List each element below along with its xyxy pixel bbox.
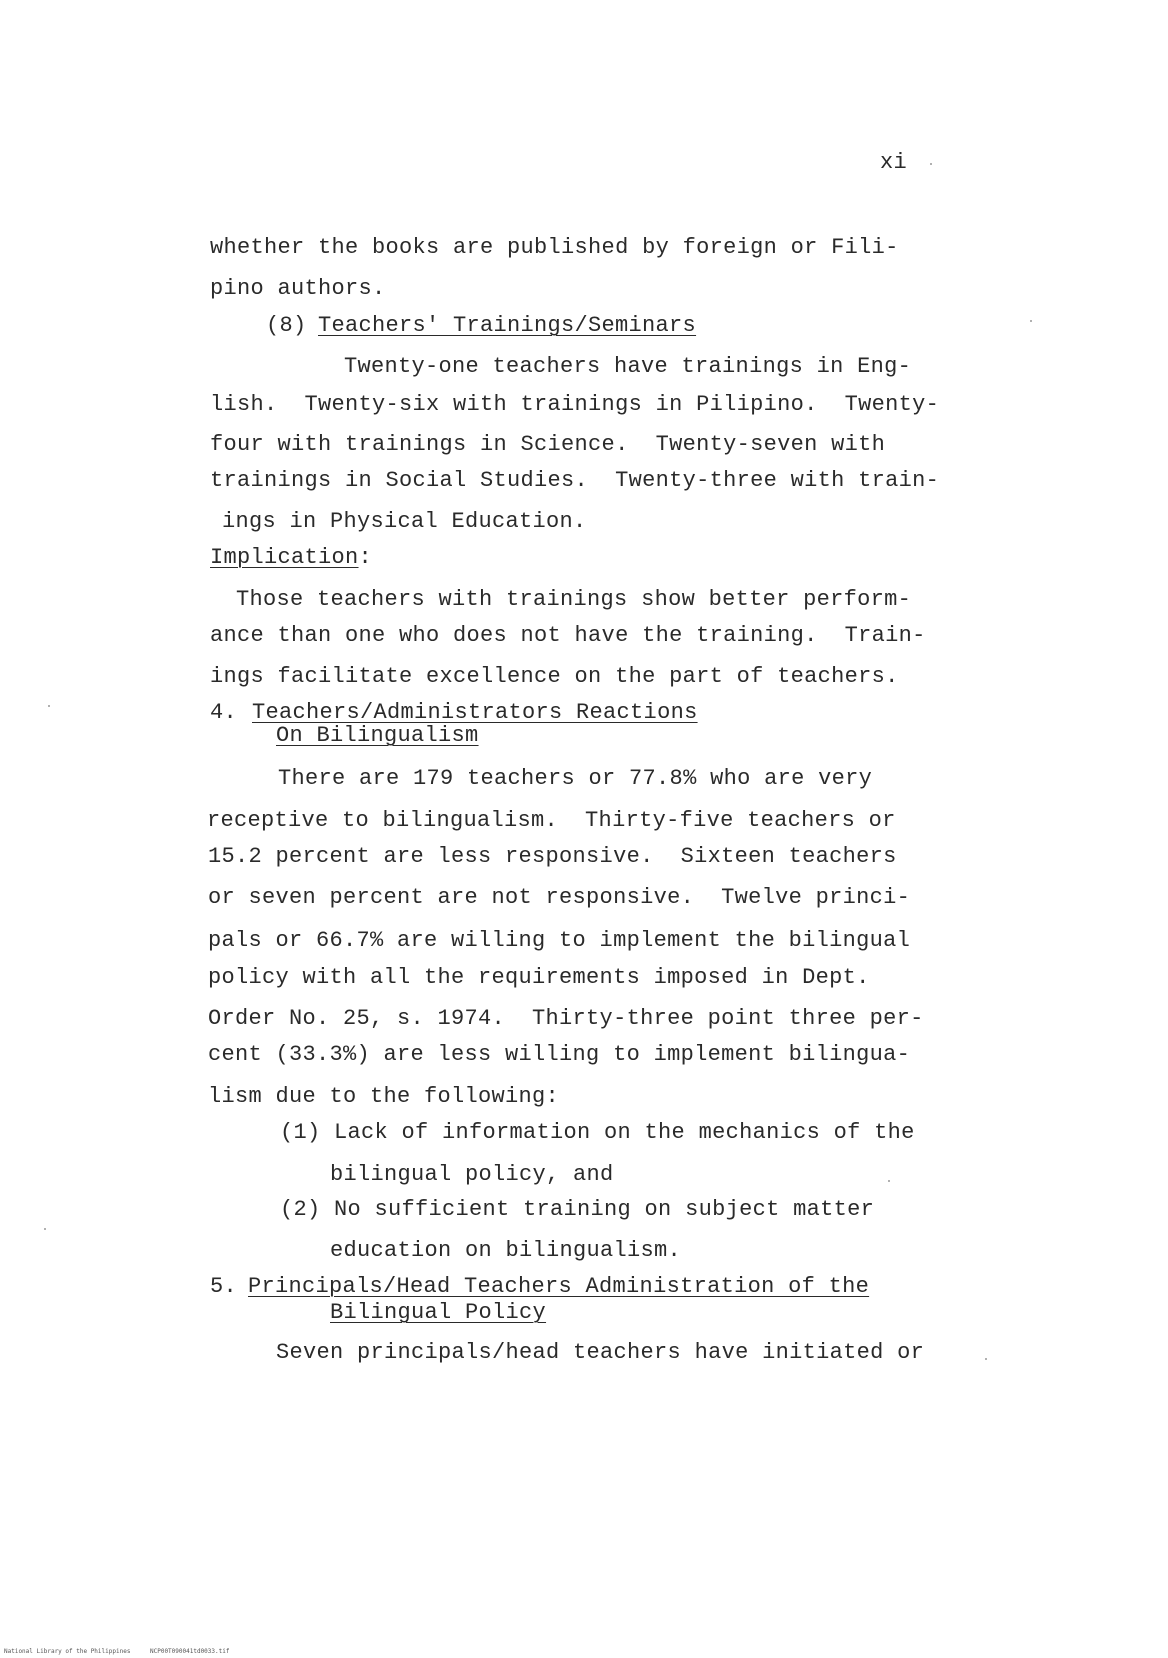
text-line: ings in Physical Education. [222,509,587,534]
scan-speck [985,1358,987,1360]
implication-heading [210,545,372,571]
text-line: pals or 66.7% are willing to implement the bilingual [208,928,911,953]
list-item-cont: bilingual policy, and [330,1162,614,1187]
text-line: There are 179 teachers or 77.8% who are very [278,766,873,791]
scan-speck [44,1228,46,1230]
section-number: (8) [266,313,307,338]
text-line: Order No. 25, s. 1974. Thirty-three point three per- [208,1006,924,1031]
list-item: (1) Lack of information on the mechanics of the [280,1120,915,1145]
section-heading: Teachers/Administrators Reactions [252,700,698,725]
text-line: four with trainings in Science. Twenty-seven with [210,432,886,457]
section-heading: Teachers' Trainings/Seminars [318,313,697,338]
section-heading-cont: On Bilingualism [276,723,479,748]
section-number: 4. [210,700,238,725]
text-line: trainings in Social Studies. Twenty-three with train- [210,468,940,493]
text-line: ings facilitate excellence on the part of teachers. [210,664,899,689]
scan-speck [930,163,932,165]
text-line: lish. Twenty-six with trainings in Pilipino. Twenty- [210,392,940,417]
section-heading: Principals/Head Teachers Administration of the [248,1274,870,1299]
list-item-cont: education on bilingualism. [330,1238,682,1263]
scan-speck [888,1180,890,1182]
implication-colon: : [358,545,373,570]
text-line: receptive to bilingualism. Thirty-five teachers or [207,808,896,833]
text-line: ance than one who does not have the training. Train- [210,623,926,648]
scan-speck [1030,320,1032,322]
footer-file-id: NCP00T090041td0033.tif [150,1648,230,1655]
text-line: Twenty-one teachers have trainings in Eng- [344,354,912,379]
text-line: or seven percent are not responsive. Twelve princi- [208,885,911,910]
implication-title: Implication [210,545,359,570]
text-line: Seven principals/head teachers have initiated or [276,1340,925,1365]
text-line: cent (33.3%) are less willing to implement bilingua- [208,1042,911,1067]
page-number: xi [880,150,908,175]
section-heading-cont: Bilingual Policy [330,1300,547,1325]
text-line: lism due to the following: [208,1084,560,1109]
scan-speck [48,705,50,707]
text-line: whether the books are published by foreign or Fili- [210,235,899,260]
section-number: 5. [210,1274,238,1299]
text-line: 15.2 percent are less responsive. Sixteen teachers [208,844,897,869]
footer-library: National Library of the Philippines [4,1648,131,1655]
text-line: pino authors. [210,276,386,301]
list-item: (2) No sufficient training on subject matter [280,1197,875,1222]
text-line: Those teachers with trainings show better perform- [236,587,912,612]
text-line: policy with all the requirements imposed in Dept. [208,965,870,990]
